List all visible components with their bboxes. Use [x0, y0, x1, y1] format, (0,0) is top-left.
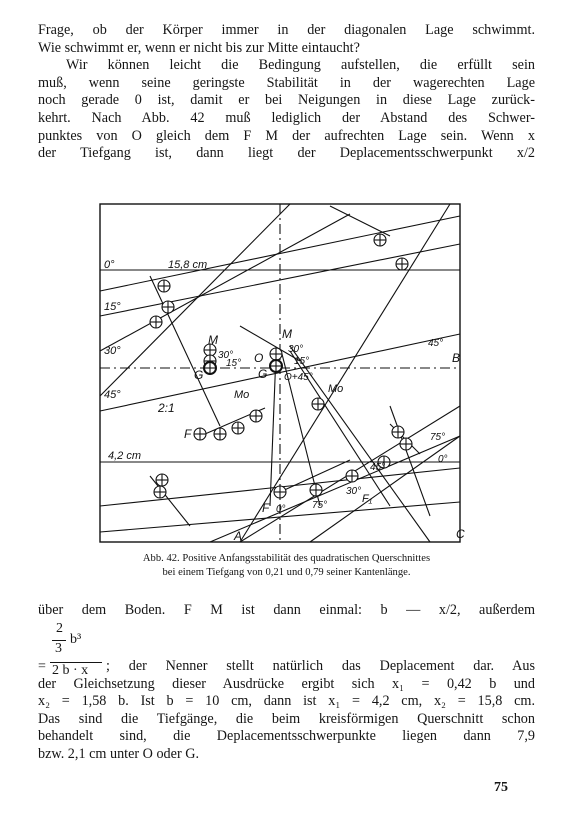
marker [310, 484, 322, 496]
text-line: x₂ = 1,58 b. Ist b = 10 cm, dann ist x₁ = 4,2 cm, x₂ = 15,8 cm. [38, 693, 535, 710]
incl-line [210, 436, 460, 542]
label-mo-2: Mo [328, 383, 344, 395]
label-g-left: G [194, 368, 204, 382]
label-top-0: 0° [104, 259, 115, 271]
text-line: behandelt sind, die Deplacementsschwerpunkte liegen dann 7,9 [38, 728, 535, 745]
label-ratio: 2:1 [158, 401, 175, 415]
text-line: Wir können leicht die Bedingung aufstellen, die erfüllt sein [66, 57, 535, 74]
marker [162, 301, 174, 313]
label-b75: 75° [312, 500, 328, 511]
fraction-denominator-3: 3 [55, 640, 62, 656]
equals-sign: = [38, 658, 46, 674]
label-o: O [254, 351, 264, 365]
label-l30: 30° [218, 350, 234, 361]
label-r45: 45° [428, 338, 444, 349]
text-line: bzw. 2,1 cm unter O oder G. [38, 745, 200, 762]
axis-line [330, 206, 390, 236]
text-line: punktes von O gleich dem F M der aufrechten Lage sein. Wenn x [38, 127, 535, 144]
text-line: ; der Nenner stellt natürlich das Deplacement dar. Aus [106, 657, 535, 674]
marker [270, 348, 282, 360]
label-f1: F₁ [362, 493, 373, 505]
incl-line [100, 214, 350, 351]
marker [194, 428, 206, 440]
label-r75: 75° [430, 432, 446, 443]
text-line: der Tiefgang ist, dann liegt der Deplacementsschwerpunkt x/2 [38, 145, 535, 162]
label-m30: 30° [288, 344, 304, 355]
marker [232, 422, 244, 434]
figure-caption [40, 552, 533, 579]
label-g-mid: G [258, 367, 268, 381]
top-paragraph [38, 22, 535, 163]
marker [374, 234, 386, 246]
label-c: C [456, 527, 465, 541]
label-a: A [234, 529, 243, 543]
label-b: B [452, 351, 461, 365]
label-f-left: F [184, 427, 192, 441]
label-15-8cm: 15,8 cm [168, 259, 208, 271]
marker [400, 438, 412, 450]
label-m15: 15° [294, 356, 310, 367]
text-line: über dem Boden. F M ist dann einmal: b — x/2, außerdem [38, 602, 535, 618]
axis-line [150, 476, 190, 526]
fraction-line [38, 620, 535, 676]
label-m-left: M [208, 333, 218, 347]
caption-line: Abb. 42. Positive Anfangsstabilität des quadratischen Querschnittes [142, 553, 431, 564]
stability-diagram [90, 186, 490, 546]
axis-line [270, 354, 276, 506]
marker [250, 410, 262, 422]
marker [392, 426, 404, 438]
marker [270, 360, 282, 372]
text-line: kehrt. Nach Abb. 42 muß lediglich der Abstand des Schwer- [38, 109, 535, 126]
fraction-denominator: 2 b · x [52, 662, 89, 678]
text-line: Das sind die Tiefgänge, die beim kreisförmigen Querschnitt schon [38, 710, 535, 727]
fraction [38, 620, 110, 676]
text-line: Frage, ob der Körper immer in der diagonalen Lage schwimmt. [38, 22, 535, 38]
label-left-15: 15° [104, 301, 121, 313]
page-number: 75 [494, 780, 508, 795]
label-4-2cm: 4,2 cm [108, 450, 142, 462]
text-line: noch gerade 0 ist, damit er bei Neigungen in diese Lage zurück- [38, 92, 535, 109]
label-f-bottom: F [262, 501, 270, 515]
marker [158, 280, 170, 292]
label-o45: O+45° [284, 372, 313, 383]
label-left-30: 30° [104, 345, 121, 357]
marker [204, 362, 216, 374]
text-line: Wie schwimmt er, wenn er nicht bis zur Mitte eintaucht? [38, 39, 360, 56]
bottom-paragraph [38, 602, 535, 764]
marker [396, 258, 408, 270]
marker [346, 470, 358, 482]
label-left-45: 45° [104, 389, 121, 401]
text-line: muß, wenn seine geringste Stabilität in der wagerechten Lage [38, 74, 535, 91]
label-r0: 0° [438, 454, 448, 465]
text-line: der Gleichsetzung dieser Ausdrücke ergibt sich x₁ = 0,42 b und [38, 675, 535, 692]
label-m-mid: M [282, 327, 292, 341]
marker [154, 486, 166, 498]
caption-line: bei einem Tiefgang von 0,21 und 0,79 seiner Kantenlänge. [162, 566, 411, 578]
marker [214, 428, 226, 440]
label-l15: 15° [226, 358, 242, 369]
diagonal-ac [240, 204, 450, 542]
fraction-b-cubed: b³ [70, 631, 82, 647]
marker [156, 474, 168, 486]
label-b45: 45° [370, 462, 386, 473]
label-b30: 30° [346, 486, 362, 497]
marker [274, 486, 286, 498]
marker [312, 398, 324, 410]
fraction-numerator-2: 2 [56, 620, 63, 636]
marker [150, 316, 162, 328]
label-b0: 0° [276, 504, 286, 515]
label-mo-1: Mo [234, 389, 250, 401]
